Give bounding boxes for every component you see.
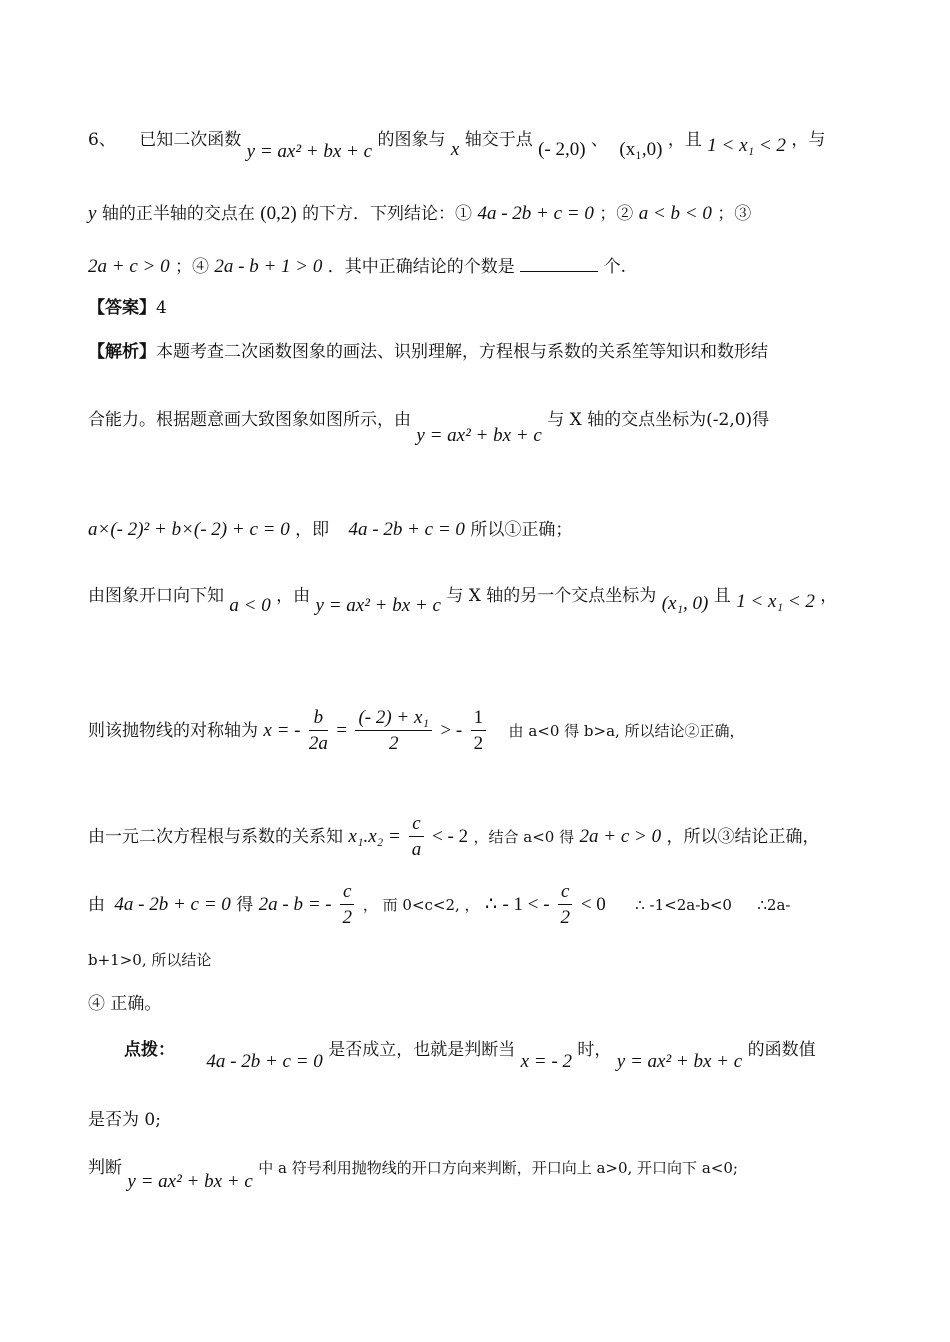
text: 时， (577, 1040, 612, 1060)
fraction (355, 706, 432, 757)
equation: y = ax² + bx + c (315, 595, 441, 616)
numerator: c (340, 880, 354, 905)
equation: x₁.x₂ = (348, 826, 401, 847)
problem-number: 6、 (88, 130, 116, 150)
inequality: - 1 < - (502, 894, 550, 915)
problem-line-2 (88, 202, 751, 226)
text: 轴交于点 (464, 130, 533, 150)
text: 与 X 轴的另一个交点坐标为 (446, 586, 657, 606)
conclusion-4: 2a - b + 1 > 0 (214, 256, 323, 277)
equation: 4a - 2b + c = 0 (348, 519, 465, 540)
denominator: a (411, 839, 422, 860)
equation: y = ax² + bx + c (416, 425, 542, 446)
numerator: 1 (471, 706, 487, 731)
analysis-line-6 (88, 812, 820, 863)
tip-label: 点拨： (124, 1040, 175, 1060)
variable: y (88, 203, 97, 224)
analysis-line-7 (88, 880, 791, 931)
text: ；④ (174, 257, 209, 277)
inequality: 1 < x₁ < 2 (736, 591, 815, 612)
text: ，即 (295, 520, 330, 540)
text: 得 (236, 895, 254, 915)
text: ④ 正确。 (88, 994, 162, 1014)
text: ，由 (276, 586, 311, 606)
text: ，结合 a<0 得 (473, 828, 575, 846)
equation: x = - 2 (520, 1051, 572, 1072)
tip-line-3 (88, 1156, 738, 1192)
equation: y = ax² + bx + c (246, 141, 373, 162)
text: 由 a<0 得 b>a, 所以结论②正确， (508, 722, 745, 740)
text: ，与 (791, 130, 826, 150)
text: 由 (88, 895, 105, 915)
denominator: 2 (388, 733, 399, 754)
text: ， 而 0<c<2, ， (362, 896, 480, 914)
text: 与 X 轴的交点坐标为(-2,0)得 (547, 410, 770, 430)
point: (x₁, 0) (661, 593, 709, 614)
text: 是否成立，也就是判断当 (328, 1040, 516, 1060)
text: ，且 (667, 130, 702, 150)
text: 则该抛物线的对称轴为 (88, 721, 258, 741)
answer-blank (520, 253, 598, 272)
variable: x (450, 139, 460, 160)
answer-line (88, 296, 167, 320)
conclusion-3: 2a + c > 0 (88, 256, 170, 277)
text: 的图象与 (377, 130, 446, 150)
text: ∴ -1<2a-b<0 (635, 896, 732, 914)
equation: y = ax² + bx + c (127, 1171, 253, 1192)
equation: y = ax² + bx + c (616, 1051, 743, 1072)
text: 轴的正半轴的交点在 (101, 204, 255, 224)
fraction (558, 880, 572, 931)
analysis-line-5 (88, 706, 745, 757)
text: 的下方．下列结论：① (302, 204, 473, 224)
analysis-label: 【解析】 (88, 342, 156, 362)
numerator: c (409, 812, 423, 837)
text: 由一元二次方程根与系数的关系知 (88, 827, 343, 847)
text: ．其中正确结论的个数是 (327, 257, 515, 277)
fraction (409, 812, 423, 863)
text: b+1>0, 所以结论 (88, 951, 212, 969)
denominator: 2 (473, 733, 484, 754)
analysis-line-1 (88, 340, 768, 364)
text: 个. (603, 257, 626, 277)
denominator: 2 (342, 907, 352, 928)
fraction (340, 880, 354, 931)
point: (x₁,0) (619, 139, 663, 160)
conclusion-1: 4a - 2b + c = 0 (477, 203, 594, 224)
text: ；② (599, 204, 634, 224)
point: (0,2) (260, 203, 297, 224)
equation: a < 0 (229, 595, 271, 616)
equation: 2a + c > 0 (579, 826, 662, 847)
text: 判断 (88, 1158, 122, 1178)
equals: = (336, 720, 348, 741)
equation: 2a - b = - (258, 894, 332, 915)
analysis-line-2 (88, 408, 770, 446)
inequality: < - 2 (432, 826, 469, 847)
tip-line-2 (88, 1108, 161, 1132)
numerator: b (309, 706, 328, 731)
therefore-symbol: ∴ (484, 894, 498, 915)
text: 已知二次函数 (139, 130, 242, 150)
text: 且 (713, 586, 731, 606)
equation: 4a - 2b + c = 0 (114, 894, 231, 915)
inequality: 1 < x₁ < 2 (707, 135, 786, 156)
text: 中 a 符号利用抛物线的开口方向来判断，开口向上 a>0, 开口向下 a<0; (258, 1159, 738, 1177)
text: 是否为 0; (88, 1110, 161, 1130)
problem-line-3 (88, 253, 626, 279)
equation: x = - (263, 720, 301, 741)
inequality: > - (440, 720, 463, 741)
conclusion-2: a < b < 0 (638, 203, 712, 224)
text: 、 (591, 130, 608, 150)
text: ∴2a- (757, 896, 791, 914)
analysis-line-8 (88, 948, 211, 972)
equation: 4a - 2b + c = 0 (206, 1051, 323, 1072)
problem-line-1 (88, 128, 826, 162)
answer-value: 4 (156, 298, 167, 318)
text: 本题考查二次函数图象的画法、识别理解，方程根与系数的关系笙等知识和数形结 (156, 342, 768, 362)
analysis-line-3 (88, 518, 572, 542)
numerator: (- 2) + x₁ (355, 706, 432, 731)
text: 的函数值 (747, 1040, 816, 1060)
analysis-line-9 (88, 992, 161, 1016)
fraction (471, 706, 487, 757)
equation: a×(- 2)² + b×(- 2) + c = 0 (88, 519, 290, 540)
point: (- 2,0) (538, 139, 586, 160)
denominator: 2 (560, 907, 570, 928)
text: ，所以③结论正确， (666, 827, 820, 847)
text: 由图象开口向下知 (88, 586, 224, 606)
analysis-line-4 (88, 584, 838, 616)
text: 合能力。根据题意画大致图象如图所示，由 (88, 410, 411, 430)
inequality: < 0 (580, 894, 606, 915)
answer-label: 【答案】 (88, 298, 156, 318)
numerator: c (558, 880, 572, 905)
text: ， (820, 586, 838, 606)
text: 所以①正确； (470, 520, 573, 540)
denominator: 2a (308, 733, 328, 754)
fraction (309, 706, 328, 757)
tip-line-1 (124, 1038, 816, 1072)
text: ；③ (717, 204, 752, 224)
